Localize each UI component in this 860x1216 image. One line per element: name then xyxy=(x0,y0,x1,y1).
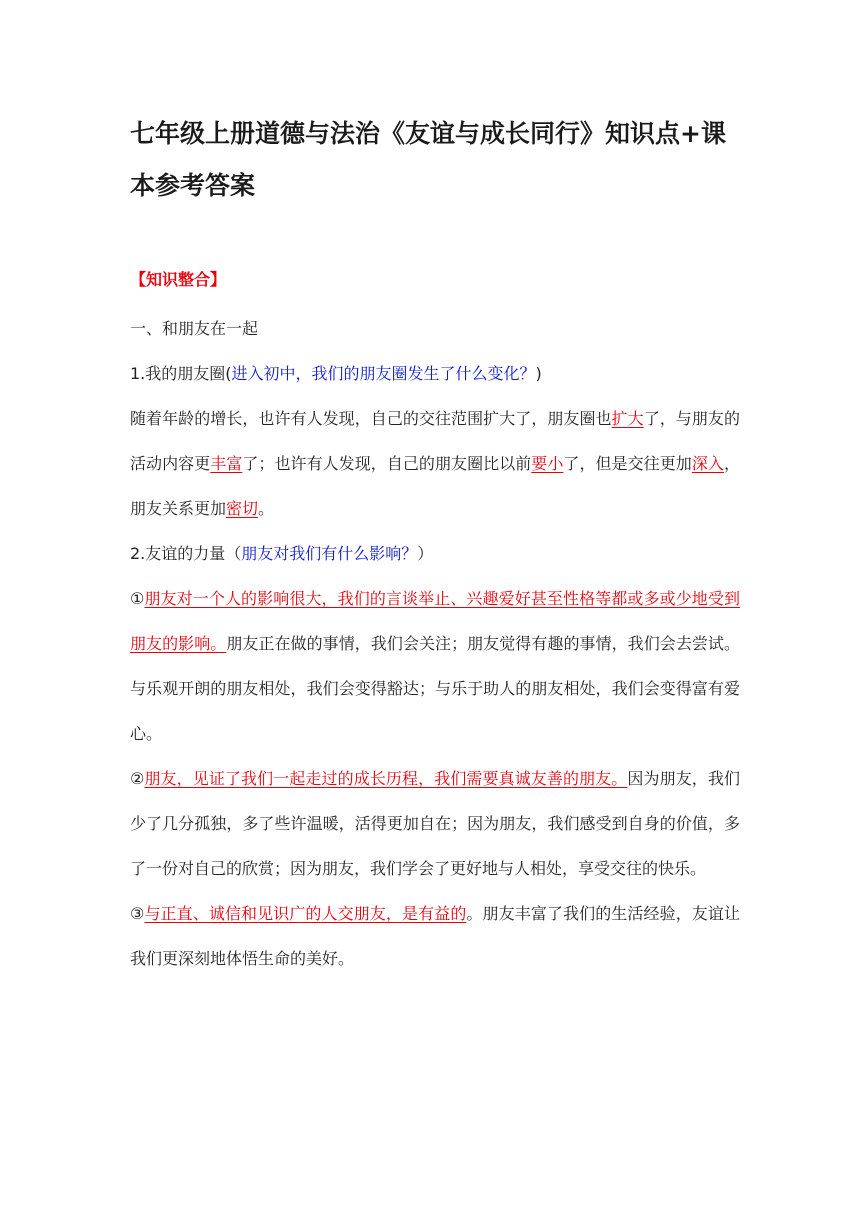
item-friendship-power-question: 朋友对我们有什么影响？ xyxy=(241,544,418,563)
point-one-key-sentence: 朋友对一个人的影响很大，我们的言谈举止、兴趣爱好甚至性格等都或多或少地受到朋友的影响。 xyxy=(130,589,740,653)
text-segment: 。 xyxy=(258,499,275,518)
keyword-rich: 丰富 xyxy=(210,454,243,473)
item-friend-circle-prefix: 1.我的朋友圈( xyxy=(130,364,232,383)
item-friend-circle-question: 进入初中，我们的朋友圈发生了什么变化？ xyxy=(231,364,536,383)
item-friend-circle-suffix: ) xyxy=(535,364,542,383)
item-friend-circle xyxy=(130,351,740,396)
point-two-key-sentence: 朋友，见证了我们一起走过的成长历程，我们需要真诚友善的朋友。 xyxy=(144,769,628,788)
point-number: ③ xyxy=(130,904,145,923)
document-title: 七年级上册道德与法治《友谊与成长同行》知识点+课本参考答案 xyxy=(130,119,726,200)
point-one-paragraph xyxy=(130,576,740,756)
item-friendship-power-suffix: ） xyxy=(417,544,434,563)
document-page xyxy=(130,108,740,981)
item-friendship-power xyxy=(130,531,740,576)
keyword-deeper: 深入 xyxy=(691,454,724,473)
point-three-body: 。朋友丰富了我们的生活经验，友谊让我们更深刻地体悟生命的美好。 xyxy=(130,904,740,968)
text-segment: 了，但是交往更加 xyxy=(563,454,692,473)
text-segment: 随着年龄的增长，也许有人发现，自己的交往范围扩大了，朋友圈也 xyxy=(130,409,612,428)
point-number: ② xyxy=(130,769,145,788)
point-one-body: 朋友正在做的事情，我们会关注；朋友觉得有趣的事情，我们会去尝试。与乐观开朗的朋友相处，我们会变得豁达；与乐于助人的朋友相处，我们会变得富有爱心。 xyxy=(130,634,740,743)
point-three-key-sentence: 与正直、诚信和见识广的人交朋友，是有益的 xyxy=(144,904,467,923)
heading-with-friends: 一、和朋友在一起 xyxy=(130,319,259,338)
item-friendship-power-prefix: 2.友谊的力量（ xyxy=(130,544,242,563)
point-number: ① xyxy=(130,589,145,608)
text-segment: 了；也许有人发现，自己的朋友圈比以前 xyxy=(242,454,532,473)
text-segment: ，朋友关系更加 xyxy=(130,454,740,518)
keyword-expand: 扩大 xyxy=(611,409,644,428)
text-segment: 了，与朋友的活动内容更 xyxy=(130,409,740,473)
section-tag-knowledge: 【知识整合】 xyxy=(130,270,227,289)
point-two-paragraph xyxy=(130,756,740,891)
point-three-paragraph xyxy=(130,891,740,981)
point-two-body: 因为朋友，我们少了几分孤独，多了些许温暖，活得更加自在；因为朋友，我们感受到自身的价值，多了一份对自己的欣赏；因为朋友，我们学会了更好地与人相处，享受交往的快乐。 xyxy=(130,769,740,878)
keyword-close: 密切 xyxy=(226,499,259,518)
paragraph-friend-circle-answer xyxy=(130,396,740,531)
keyword-smaller: 要小 xyxy=(531,454,564,473)
